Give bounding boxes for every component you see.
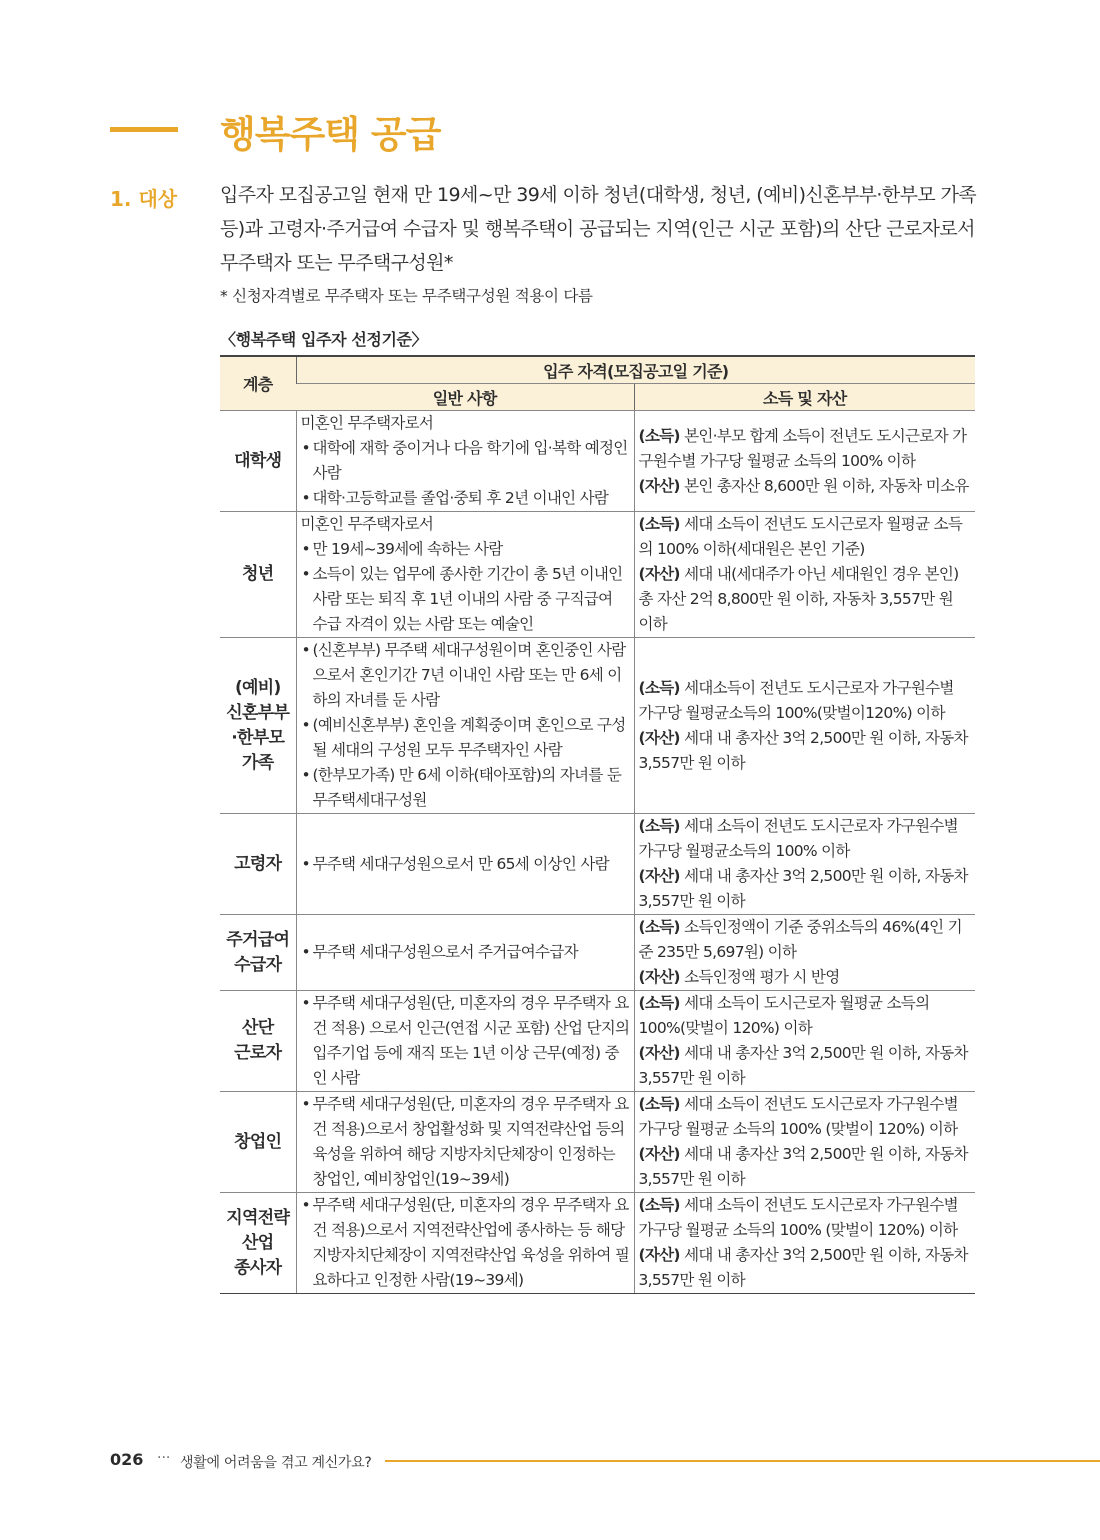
table-row <box>220 915 975 991</box>
list-item: • 무주택 세대구성원으로서 주거급여수급자 <box>301 940 630 965</box>
header-income: 소득 및 자산 <box>634 384 975 411</box>
table-row <box>220 991 975 1092</box>
list-item: • 무주택 세대구성원으로서 만 65세 이상인 사람 <box>301 852 630 877</box>
list-item: • 대학에 재학 중이거나 다음 학기에 입·복학 예정인 사람 <box>301 436 630 486</box>
row-income: (소득) 세대소득이 전년도 도시근로자 가구원수별 가구당 월평균소득의 100%(맞벌이120%) 이하 (자산) 세대 내 총자산 3억 2,500만 원 이하, 자동차 3,557만 원 이하 <box>634 638 975 814</box>
section-note: * 신청자격별로 무주택자 또는 무주택구성원 적용이 다름 <box>220 287 593 305</box>
table-row <box>220 638 975 814</box>
list-item: • 무주택 세대구성원(단, 미혼자의 경우 무주택자 요건 적용)으로서 창업활성화 및 지역전략산업 등의 육성을 위하여 해당 지방자치단체장이 인정하는 창업인, 예비창업인(19~39세) <box>301 1092 630 1192</box>
table-row <box>220 814 975 915</box>
row-general <box>296 638 634 814</box>
row-income: (소득) 세대 소득이 전년도 도시근로자 가구원수별 가구당 월평균 소득의 100% (맞벌이 120%) 이하 (자산) 세대 내 총자산 3억 2,500만 원 이하, 자동차 3,557만 원 이하 <box>634 1193 975 1294</box>
header-qualification: 입주 자격(모집공고일 기준) <box>296 356 975 384</box>
row-group: 창업인 <box>220 1092 296 1193</box>
list-item: • 소득이 있는 업무에 종사한 기간이 총 5년 이내인 사람 또는 퇴직 후 1년 이내의 사람 중 구직급여 수급 자격이 있는 사람 또는 예술인 <box>301 562 630 637</box>
row-general: 미혼인 무주택자로서 • 만 19세~39세에 속하는 사람 • 소득이 있는 업무에 종사한 기간이 총 5년 이내인 사람 또는 퇴직 후 1년 이내의 사람 중 구직급여 수급 자격이 있는 사람 또는 예술인 <box>296 512 634 638</box>
footer-line <box>385 1460 1100 1462</box>
footer-dots: ··· <box>157 1450 171 1466</box>
row-group: 산단 근로자 <box>220 991 296 1092</box>
row-group: 청년 <box>220 512 296 638</box>
header-group: 계층 <box>220 356 296 411</box>
list-item: • 무주택 세대구성원(단, 미혼자의 경우 무주택자 요건 적용) 으로서 인근(연접 시군 포함) 산업 단지의 입주기업 등에 재직 또는 1년 이상 근무(예정) 중인 사람 <box>301 991 630 1091</box>
row-group: (예비) 신혼부부 ·한부모 가족 <box>220 638 296 814</box>
list-item: • 대학·고등학교를 졸업·중퇴 후 2년 이내인 사람 <box>301 486 630 511</box>
section-label: 1. 대상 <box>110 187 178 211</box>
row-general <box>296 814 634 915</box>
row-general <box>296 991 634 1092</box>
row-general <box>296 915 634 991</box>
row-income: (소득) 세대 소득이 전년도 도시근로자 가구원수별 가구당 월평균소득의 100% 이하 (자산) 세대 내 총자산 3억 2,500만 원 이하, 자동차 3,557만 원 이하 <box>634 814 975 915</box>
list-item: • 만 19세~39세에 속하는 사람 <box>301 537 630 562</box>
section-text: 입주자 모집공고일 현재 만 19세~만 39세 이하 청년(대학생, 청년, (예비)신혼부부·한부모 가족 등)과 고령자·주거급여 수급자 및 행복주택이 공급되는 지역(인근 시군 포함)의 산단 근로자로서 무주택자 또는 무주택구성원* <box>220 184 977 274</box>
row-general: 미혼인 무주택자로서 • 대학에 재학 중이거나 다음 학기에 입·복학 예정인 사람 • 대학·고등학교를 졸업·중퇴 후 2년 이내인 사람 <box>296 411 634 512</box>
row-income: (소득) 세대 소득이 전년도 도시근로자 월평균 소득의 100% 이하(세대원은 본인 기준) (자산) 세대 내(세대주가 아닌 세대원인 경우 본인) 총 자산 2억 8,800만 원 이하, 자동차 3,557만 원 이하 <box>634 512 975 638</box>
title-accent-bar <box>110 127 178 132</box>
row-group: 고령자 <box>220 814 296 915</box>
table-row <box>220 1193 975 1294</box>
criteria-table <box>220 355 975 1294</box>
page-title: 행복주택 공급 <box>220 113 441 156</box>
row-income: (소득) 세대 소득이 도시근로자 월평균 소득의 100%(맞벌이 120%) 이하 (자산) 세대 내 총자산 3억 2,500만 원 이하, 자동차 3,557만 원 이하 <box>634 991 975 1092</box>
table-row <box>220 512 975 638</box>
row-group: 지역전략 산업 종사자 <box>220 1193 296 1294</box>
row-income: (소득) 세대 소득이 전년도 도시근로자 가구원수별 가구당 월평균 소득의 100% (맞벌이 120%) 이하 (자산) 세대 내 총자산 3억 2,500만 원 이하, 자동차 3,557만 원 이하 <box>634 1092 975 1193</box>
row-general <box>296 1193 634 1294</box>
row-group: 대학생 <box>220 411 296 512</box>
page-number: 026 <box>110 1450 144 1469</box>
list-item: • (신혼부부) 무주택 세대구성원이며 혼인중인 사람으로서 혼인기간 7년 이내인 사람 또는 만 6세 이하의 자녀를 둔 사람 <box>301 638 630 713</box>
table-caption: 〈행복주택 입주자 선정기준〉 <box>220 330 428 349</box>
row-income: (소득) 소득인정액이 기준 중위소득의 46%(4인 기준 235만 5,697원) 이하 (자산) 소득인정액 평가 시 반영 <box>634 915 975 991</box>
list-item: • (예비신혼부부) 혼인을 계획중이며 혼인으로 구성될 세대의 구성원 모두 무주택자인 사람 <box>301 713 630 763</box>
row-group: 주거급여 수급자 <box>220 915 296 991</box>
list-item: • 무주택 세대구성원(단, 미혼자의 경우 무주택자 요건 적용)으로서 지역전략산업에 종사하는 등 해당 지방자치단체장이 지역전략산업 육성을 위하여 필요하다고 인정한 사람(19~39세) <box>301 1193 630 1293</box>
header-general: 일반 사항 <box>296 384 634 411</box>
row-income: (소득) 본인·부모 합계 소득이 전년도 도시근로자 가구원수별 가구당 월평균 소득의 100% 이하 (자산) 본인 총자산 8,600만 원 이하, 자동차 미소유 <box>634 411 975 512</box>
list-item: • (한부모가족) 만 6세 이하(태아포함)의 자녀를 둔 무주택세대구성원 <box>301 763 630 813</box>
table-row <box>220 1092 975 1193</box>
table-row <box>220 411 975 512</box>
footer-text: 생활에 어려움을 겪고 계신가요? <box>180 1455 372 1471</box>
row-general <box>296 1092 634 1193</box>
